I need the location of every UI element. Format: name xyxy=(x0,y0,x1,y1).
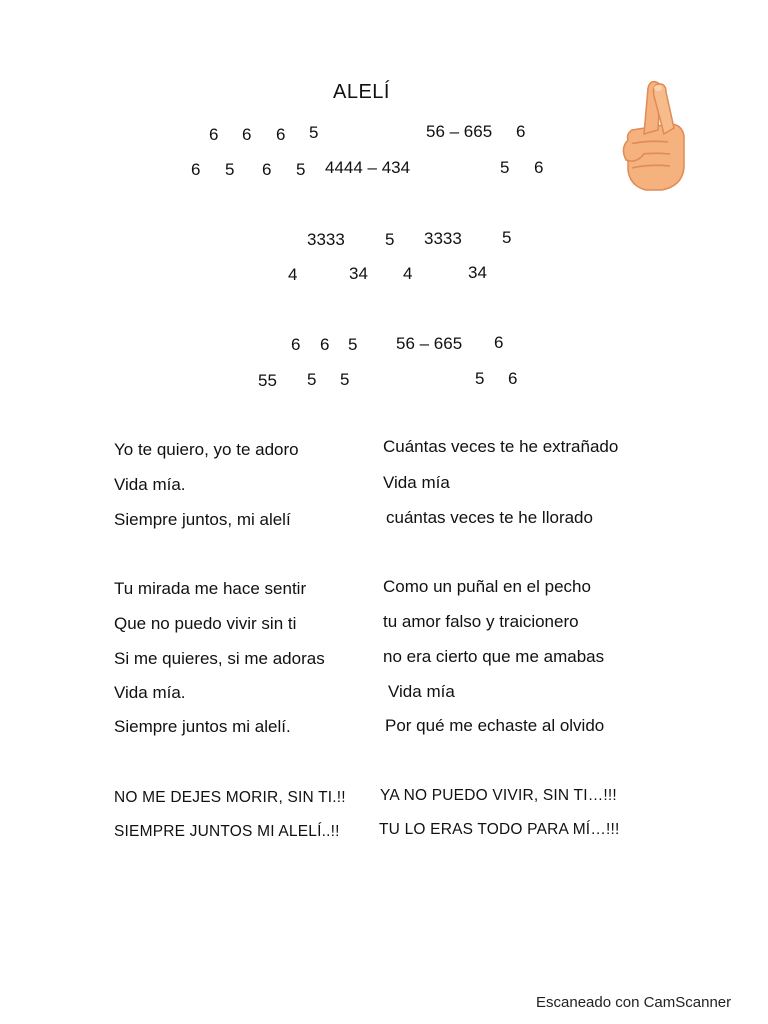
note: 5 xyxy=(296,160,306,179)
chorus-line: TU LO ERAS TODO PARA MÍ…!!! xyxy=(379,821,620,838)
note: 4 xyxy=(288,265,298,284)
lyric-line: Que no puedo vivir sin ti xyxy=(114,614,297,633)
chorus-line: NO ME DEJES MORIR, SIN TI.!! xyxy=(114,789,346,806)
note: 55 xyxy=(258,371,277,390)
note: 6 xyxy=(534,158,544,177)
lyric-line: Si me quieres, si me adoras xyxy=(114,649,325,668)
note: 5 xyxy=(340,370,350,389)
note: 6 xyxy=(320,335,330,354)
note: 5 xyxy=(502,228,512,247)
lyric-line: cuántas veces te he llorado xyxy=(386,508,593,527)
note: 6 xyxy=(191,160,201,179)
lyric-line: Vida mía. xyxy=(114,683,186,702)
crossed-fingers-icon xyxy=(618,78,690,198)
song-title: ALELÍ xyxy=(333,81,390,103)
note: 34 xyxy=(468,263,487,282)
note: 5 xyxy=(385,230,395,249)
note: 4 xyxy=(403,264,413,283)
scanner-watermark: Escaneado con CamScanner xyxy=(536,994,732,1011)
note: 5 xyxy=(348,335,358,354)
lyric-line: Yo te quiero, yo te adoro xyxy=(114,440,299,459)
note: 6 xyxy=(508,369,518,388)
note: 6 xyxy=(516,122,526,141)
note: 5 xyxy=(307,370,317,389)
lyric-line: no era cierto que me amabas xyxy=(383,647,605,666)
note: 5 xyxy=(475,369,485,388)
note: 6 xyxy=(262,160,272,179)
chorus-line: YA NO PUEDO VIVIR, SIN TI…!!! xyxy=(380,787,617,804)
note: 56 – 665 xyxy=(396,334,463,353)
note: 6 xyxy=(276,125,286,144)
lyric-line: tu amor falso y traicionero xyxy=(383,612,579,631)
lyric-line: Como un puñal en el pecho xyxy=(383,577,591,596)
note: 34 xyxy=(349,264,368,283)
lyric-line: Tu mirada me hace sentir xyxy=(114,579,307,598)
note: 5 xyxy=(309,123,319,142)
lyric-line: Vida mía xyxy=(388,682,455,701)
lyric-line: Siempre juntos, mi alelí xyxy=(114,510,291,529)
lyric-line: Vida mía. xyxy=(114,475,186,494)
lyric-line: Cuántas veces te he extrañado xyxy=(383,437,619,456)
note: 6 xyxy=(494,333,504,352)
lyric-line: Por qué me echaste al olvido xyxy=(385,716,605,735)
note: 6 xyxy=(291,335,301,354)
note: 5 xyxy=(500,158,510,177)
lyric-line: Siempre juntos mi alelí. xyxy=(114,717,291,736)
note: 56 – 665 xyxy=(426,122,493,141)
chorus-line: SIEMPRE JUNTOS MI ALELÍ..!! xyxy=(114,823,340,840)
note: 3333 xyxy=(307,230,345,249)
note: 6 xyxy=(209,125,219,144)
lyric-line: Vida mía xyxy=(383,473,450,492)
note: 5 xyxy=(225,160,235,179)
note: 3333 xyxy=(424,229,462,248)
note: 4444 – 434 xyxy=(325,158,411,177)
note: 6 xyxy=(242,125,252,144)
